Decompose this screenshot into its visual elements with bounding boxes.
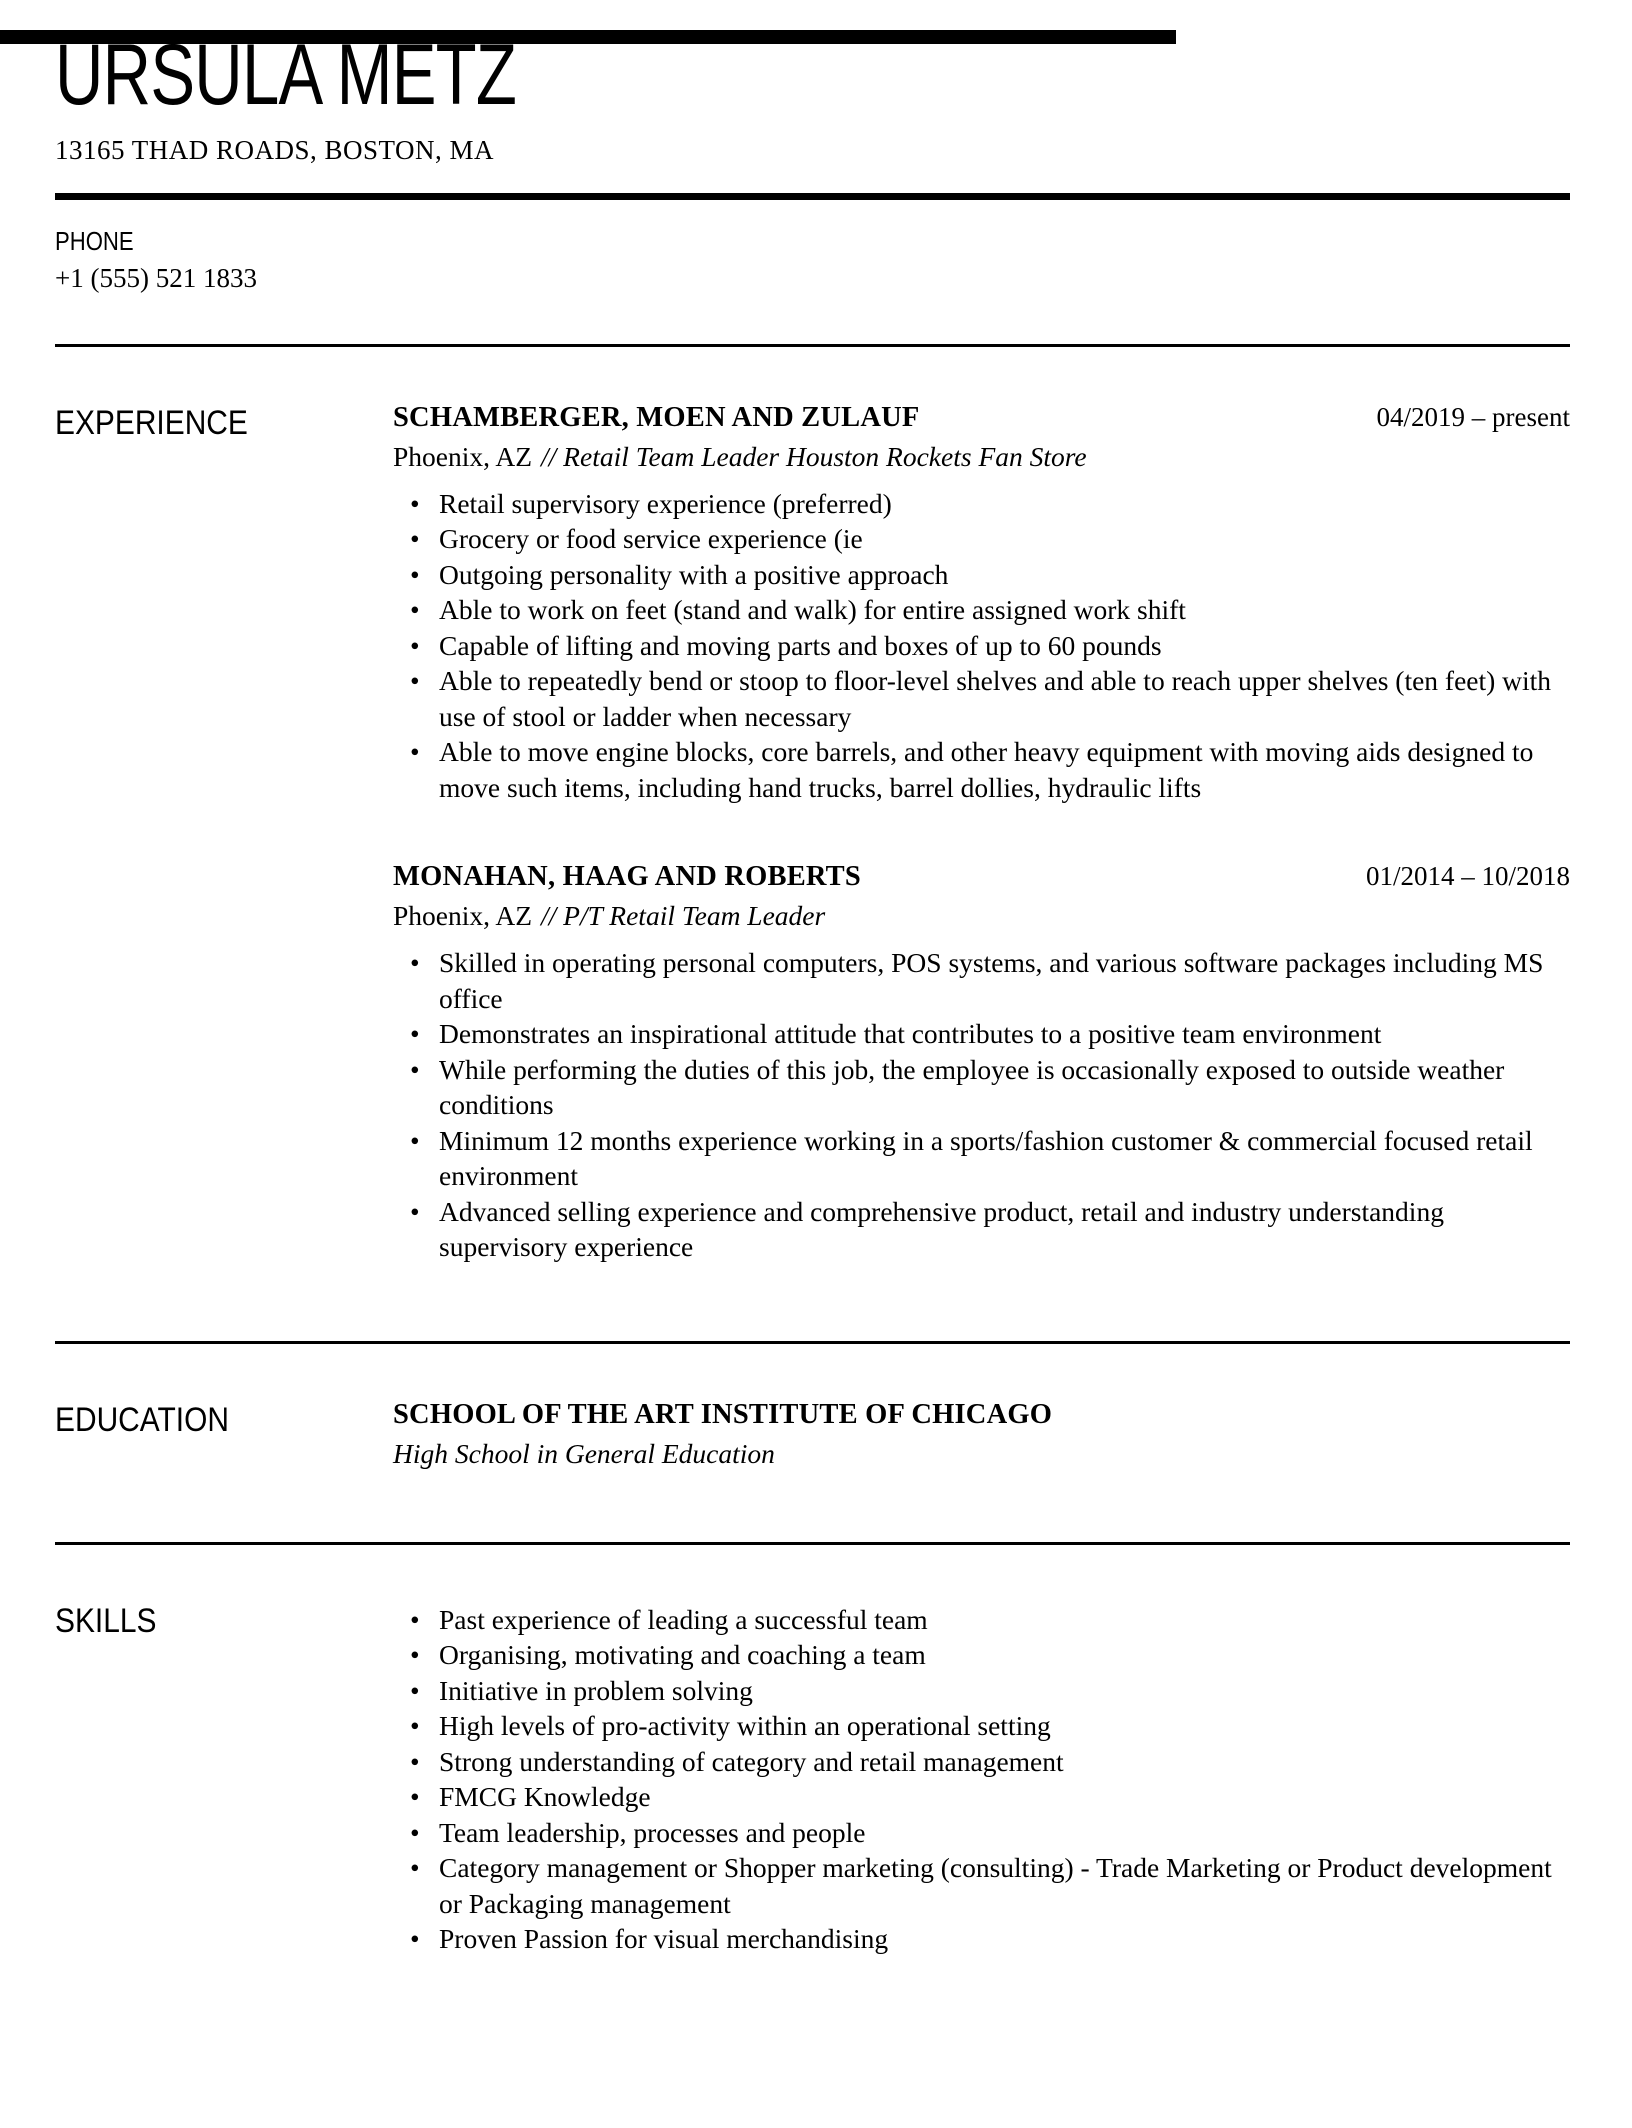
bullet-item: • Organising, motivating and coaching a team (393, 1637, 1570, 1673)
degree-name: High School in General Education (393, 1437, 775, 1469)
bullet-item: • Past experience of leading a successful team (393, 1602, 1570, 1638)
school-name: SCHOOL OF THE ART INSTITUTE OF CHICAGO (393, 1398, 1053, 1430)
skills-content (393, 1600, 1570, 1957)
bullet-item: • While performing the duties of this job, the employee is occasionally exposed to outside weather conditions (393, 1052, 1570, 1123)
bullet-item: • High levels of pro-activity within an operational setting (393, 1708, 1570, 1744)
experience-content (393, 402, 1570, 1265)
job-entry (393, 402, 1570, 806)
divider-thin (55, 1542, 1570, 1545)
bullet-item: • Able to work on feet (stand and walk) for entire assigned work shift (393, 592, 1570, 628)
job-role: // P/T Retail Team Leader (541, 900, 826, 932)
bullet-item: • Outgoing personality with a positive approach (393, 557, 1570, 593)
job-header (393, 402, 1570, 434)
phone-label: PHONE (55, 225, 134, 256)
job-header (393, 861, 1570, 893)
bullet-item: • Strong understanding of category and retail management (393, 1744, 1570, 1780)
education-content (393, 1399, 1570, 1470)
company-name: SCHAMBERGER, MOEN AND ZULAUF (393, 401, 920, 433)
contact-block (55, 226, 1570, 294)
bullet-item: • Demonstrates an inspirational attitude that contributes to a positive team environment (393, 1016, 1570, 1052)
section-education (55, 1399, 1570, 1470)
bullet-item: • Category management or Shopper marketing (consulting) - Trade Marketing or Product development or Packaging management (393, 1850, 1570, 1921)
job-dates: 04/2019 – present (1376, 401, 1570, 432)
bullet-item: • Retail supervisory experience (preferred) (393, 486, 1570, 522)
skills-bullet-list (393, 1602, 1570, 1957)
section-skills (55, 1600, 1570, 1957)
bullet-item: • Minimum 12 months experience working in a sports/fashion customer & commercial focused retail environment (393, 1123, 1570, 1194)
job-entry (393, 861, 1570, 1265)
bullet-item: • Able to move engine blocks, core barrels, and other heavy equipment with moving aids designed to move such items, including hand trucks, barrel dollies, hydraulic lifts (393, 734, 1570, 805)
bullet-item: • Skilled in operating personal computers, POS systems, and various software packages including MS office (393, 945, 1570, 1016)
section-experience (55, 402, 1570, 1265)
resume-page (0, 27, 1632, 2128)
bullet-item: • Able to repeatedly bend or stoop to floor-level shelves and able to reach upper shelves (ten feet) with use of stool or ladder when necessary (393, 663, 1570, 734)
section-label-education: EDUCATION (55, 1400, 229, 1439)
bullet-item: • Advanced selling experience and comprehensive product, retail and industry understanding supervisory experience (393, 1194, 1570, 1265)
divider-thin (55, 1341, 1570, 1344)
bullet-item: • Grocery or food service experience (ie (393, 521, 1570, 557)
bullet-item: • Team leadership, processes and people (393, 1815, 1570, 1851)
bullet-item: • FMCG Knowledge (393, 1779, 1570, 1815)
candidate-name: URSULA METZ (55, 27, 517, 123)
job-dates: 01/2014 – 10/2018 (1365, 861, 1570, 892)
candidate-address: 13165 THAD ROADS, BOSTON, MA (55, 135, 495, 166)
job-bullet-list (393, 945, 1570, 1265)
job-subtitle (393, 441, 1570, 473)
phone-value: +1 (555) 521 1833 (55, 262, 257, 293)
divider-thick (55, 193, 1570, 200)
job-location: Phoenix, AZ (393, 440, 533, 472)
job-role: // Retail Team Leader Houston Rockets Fan Store (541, 440, 1087, 472)
section-label-experience: EXPERIENCE (55, 403, 248, 442)
divider-thin (55, 344, 1570, 347)
job-location: Phoenix, AZ (393, 900, 533, 932)
job-bullet-list (393, 486, 1570, 806)
company-name: MONAHAN, HAAG AND ROBERTS (393, 861, 861, 893)
bullet-item: • Proven Passion for visual merchandising (393, 1921, 1570, 1957)
bullet-item: • Initiative in problem solving (393, 1673, 1570, 1709)
section-label-skills: SKILLS (55, 1601, 157, 1640)
job-subtitle (393, 900, 1570, 932)
bullet-item: • Capable of lifting and moving parts and boxes of up to 60 pounds (393, 628, 1570, 664)
